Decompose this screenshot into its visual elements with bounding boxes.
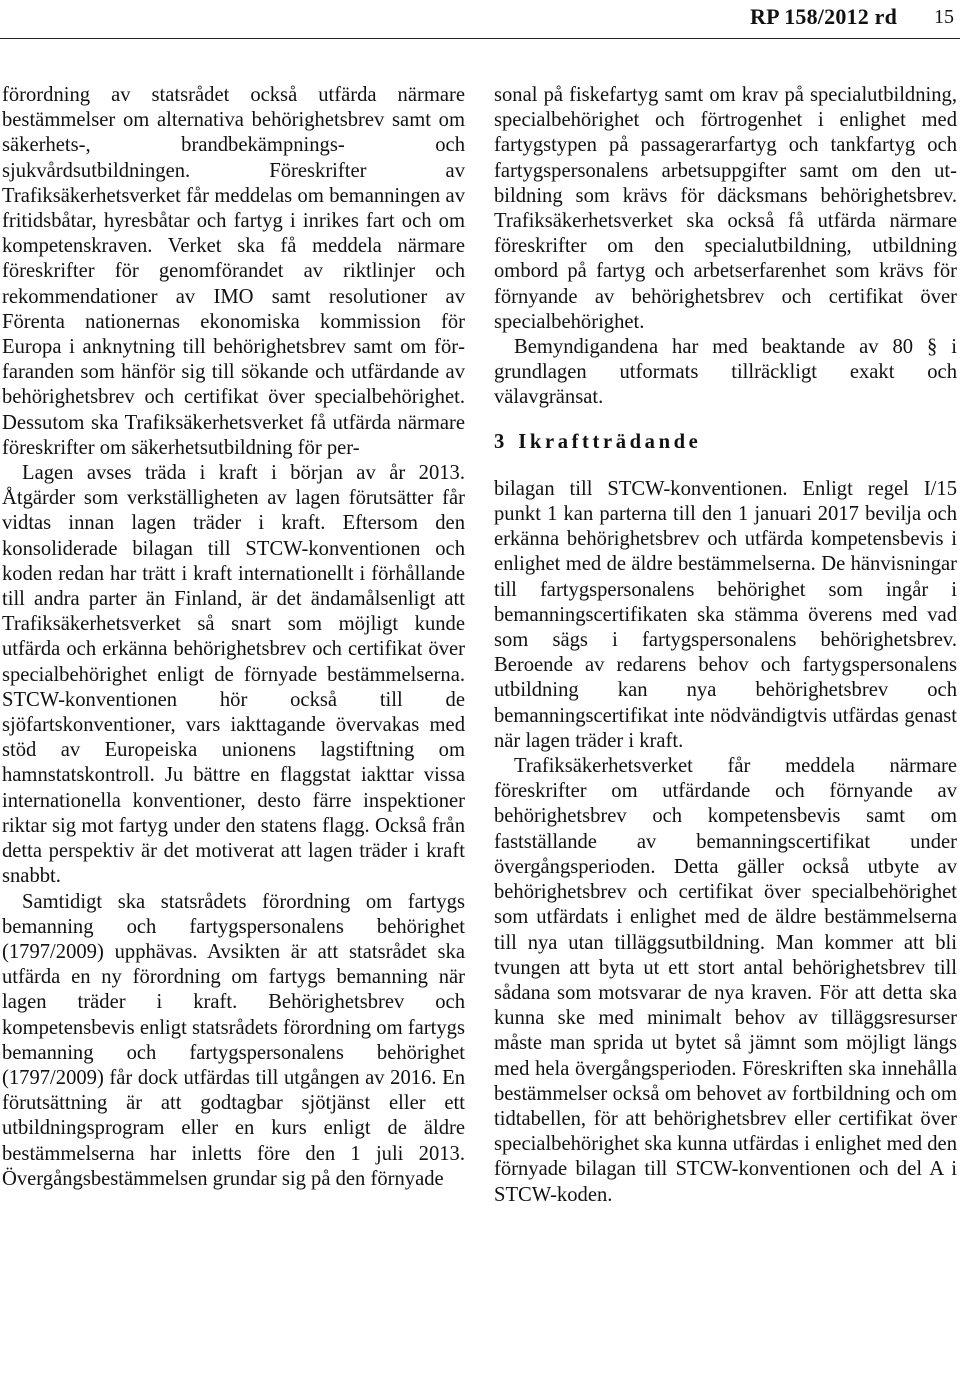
document-reference: RP 158/2012 rd bbox=[750, 4, 898, 29]
right-paragraph-4: Trafiksäkerhetsverket får meddela närmare föreskrifter om utfärdande och förnyande av behörighetsbrev och kompetensbevis samt om fastställande av bemanningscertifikat under övergångsperioden. Detta gäller också utbyte av behörighetsbrev och certifikat över specialbehörighet som utfärdats i enlighet med de äldre bestämmelserna till nya utan tilläggsutbildning. Man kommer att bli tvungen att byta ut ett stort antal behörighetsbrev till sådana som motsvarar de nya kraven. För att detta ska kunna ske med minimalt behov av tilläggsresurser måste man sprida ut bytet så jämnt som möjligt längs med hela övergångsperioden. Föreskriften ska innehålla bestämmelser också om behovet av fortbildning och om tidtabellen, för att behörighetsbrev eller certifikat över specialbehörighet ska kunna utfärdas i enlighet med den förnyade bilagan till STCW-konventionen och del A i STCW-koden. bbox=[494, 755, 957, 1206]
left-paragraph-2: Lagen avses träda i kraft i början av år 2013. Åtgärder som verkställigheten av lagen förutsätter får vidtas innan lagen träder i kraft. Eftersom den konsoliderade bilagan till STCW-konventionen och koden redan har trätt i kraft internationellt i förhållande till andra parter än Finland, är det ändamålsenligt att Trafiksäkerhetsverket så snart som möjligt kunde utfärda och erkänna behörighetsbrev och certifikat över specialbehörighet enligt de förnyade bestämmelserna. STCW-konventionen hör också till de sjöfartskonventioner, vars iakttagande övervakas med stöd av Europeiska unionens lagstiftning om hamnstatskontroll. Ju bättre en flaggstat iakttar vissa internationella konventioner, desto färre inspektioner riktar sig mot fartyg under den statens flagg. Också från detta perspektiv är det motiverat att lagen träder i kraft snabbt. bbox=[2, 462, 465, 888]
right-column bbox=[494, 83, 957, 1208]
left-column bbox=[2, 83, 465, 1192]
right-paragraph-2: Bemyndigandena har med beaktande av 80 § i grundlagen utformats tillräckligt exakt och välavgränsat. bbox=[494, 336, 957, 409]
section-heading bbox=[494, 430, 957, 455]
page-header bbox=[0, 0, 960, 44]
right-paragraph-1: sonal på fiskefartyg samt om krav på specialutbildning, specialbehörighet och förtrogenhet i enlighet med fartygstypen på passagerarfartyg och tankfartyg och fartygspersonalens arbetsuppgifter samt om den utbildning som krävs för däcksmans behörighetsbrev. Trafiksäkerhetsverket ska också få utfärda närmare föreskrifter om den specialutbildning, utbildning ombord på fartyg och arbetserfarenhet som krävs för förnyande av behörighetsbrev och certifikat över specialbehörighet. bbox=[494, 84, 957, 333]
header-divider bbox=[0, 38, 960, 39]
left-paragraph-3: Samtidigt ska statsrådets förordning om fartygs bemanning och fartygspersonalens behörighet (1797/2009) upphävas. Avsikten är att statsrådet ska utfärda en ny förordning om fartygs bemanning när lagen träder i kraft. Behörighetsbrev och kompetensbevis enligt statsrådets förordning om fartygs bemanning och fartygspersonalens behörighet (1797/2009) får dock utfärdas till utgången av 2016. En förutsättning är att godtagbar sjötjänst eller ett utbildningsprogram eller en kurs enligt de äldre bestämmelserna har inletts före den 1 juli 2013. Övergångsbestämmelsen grundar sig på den förnyade bbox=[2, 890, 465, 1190]
section-number: 3 bbox=[494, 430, 505, 453]
right-paragraph-3: bilagan till STCW-konventionen. Enligt regel I/15 punkt 1 kan parterna till den 1 januari 2017 bevilja och erkänna behörighetsbrev och utfärda kompetensbevis i enlighet med de äldre bestämmelserna. De hänvisningar till fartygspersonalens behörighet som ingår i bemanningscertifikaten ska stämma överens med vad som sägs i fartygspersonalens behörighetsbrev. Beroende av redarens behov och fartygspersonalens utbildning kan nya behörighetsbrev och bemanningscertifikat inte nödvändigtvis utfärdas genast när lagen träder i kraft. bbox=[494, 477, 957, 752]
left-paragraph-1: förordning av statsrådet också utfärda närmare bestämmelser om alternativa behörighetsbrev samt om säkerhets-, brandbekämpnings- och sjukvårdsutbildningen. Föreskrifter av Trafiksäkerhetsverket får meddelas om bemanningen av fritidsbåtar, hyresbåtar och fartyg i inrikes fart och om kompetenskraven. Verket ska få meddela närmare föreskrifter för genomförandet av riktlinjer och rekommendationer av IMO samt resolutioner av Förenta nationernas ekonomiska kommission för Europa i anknytning till behörighetsbrev samt om förfaranden som hänför sig till sökande och utfärdande av behörighetsbrev och certifikat över specialbehörighet. Dessutom ska Trafiksäkerhetsverket få utfärda närmare föreskrifter om säkerhetsutbildning för per- bbox=[2, 84, 465, 459]
section-title: Ikraftträdande bbox=[518, 430, 702, 453]
page-number: 15 bbox=[934, 6, 954, 28]
